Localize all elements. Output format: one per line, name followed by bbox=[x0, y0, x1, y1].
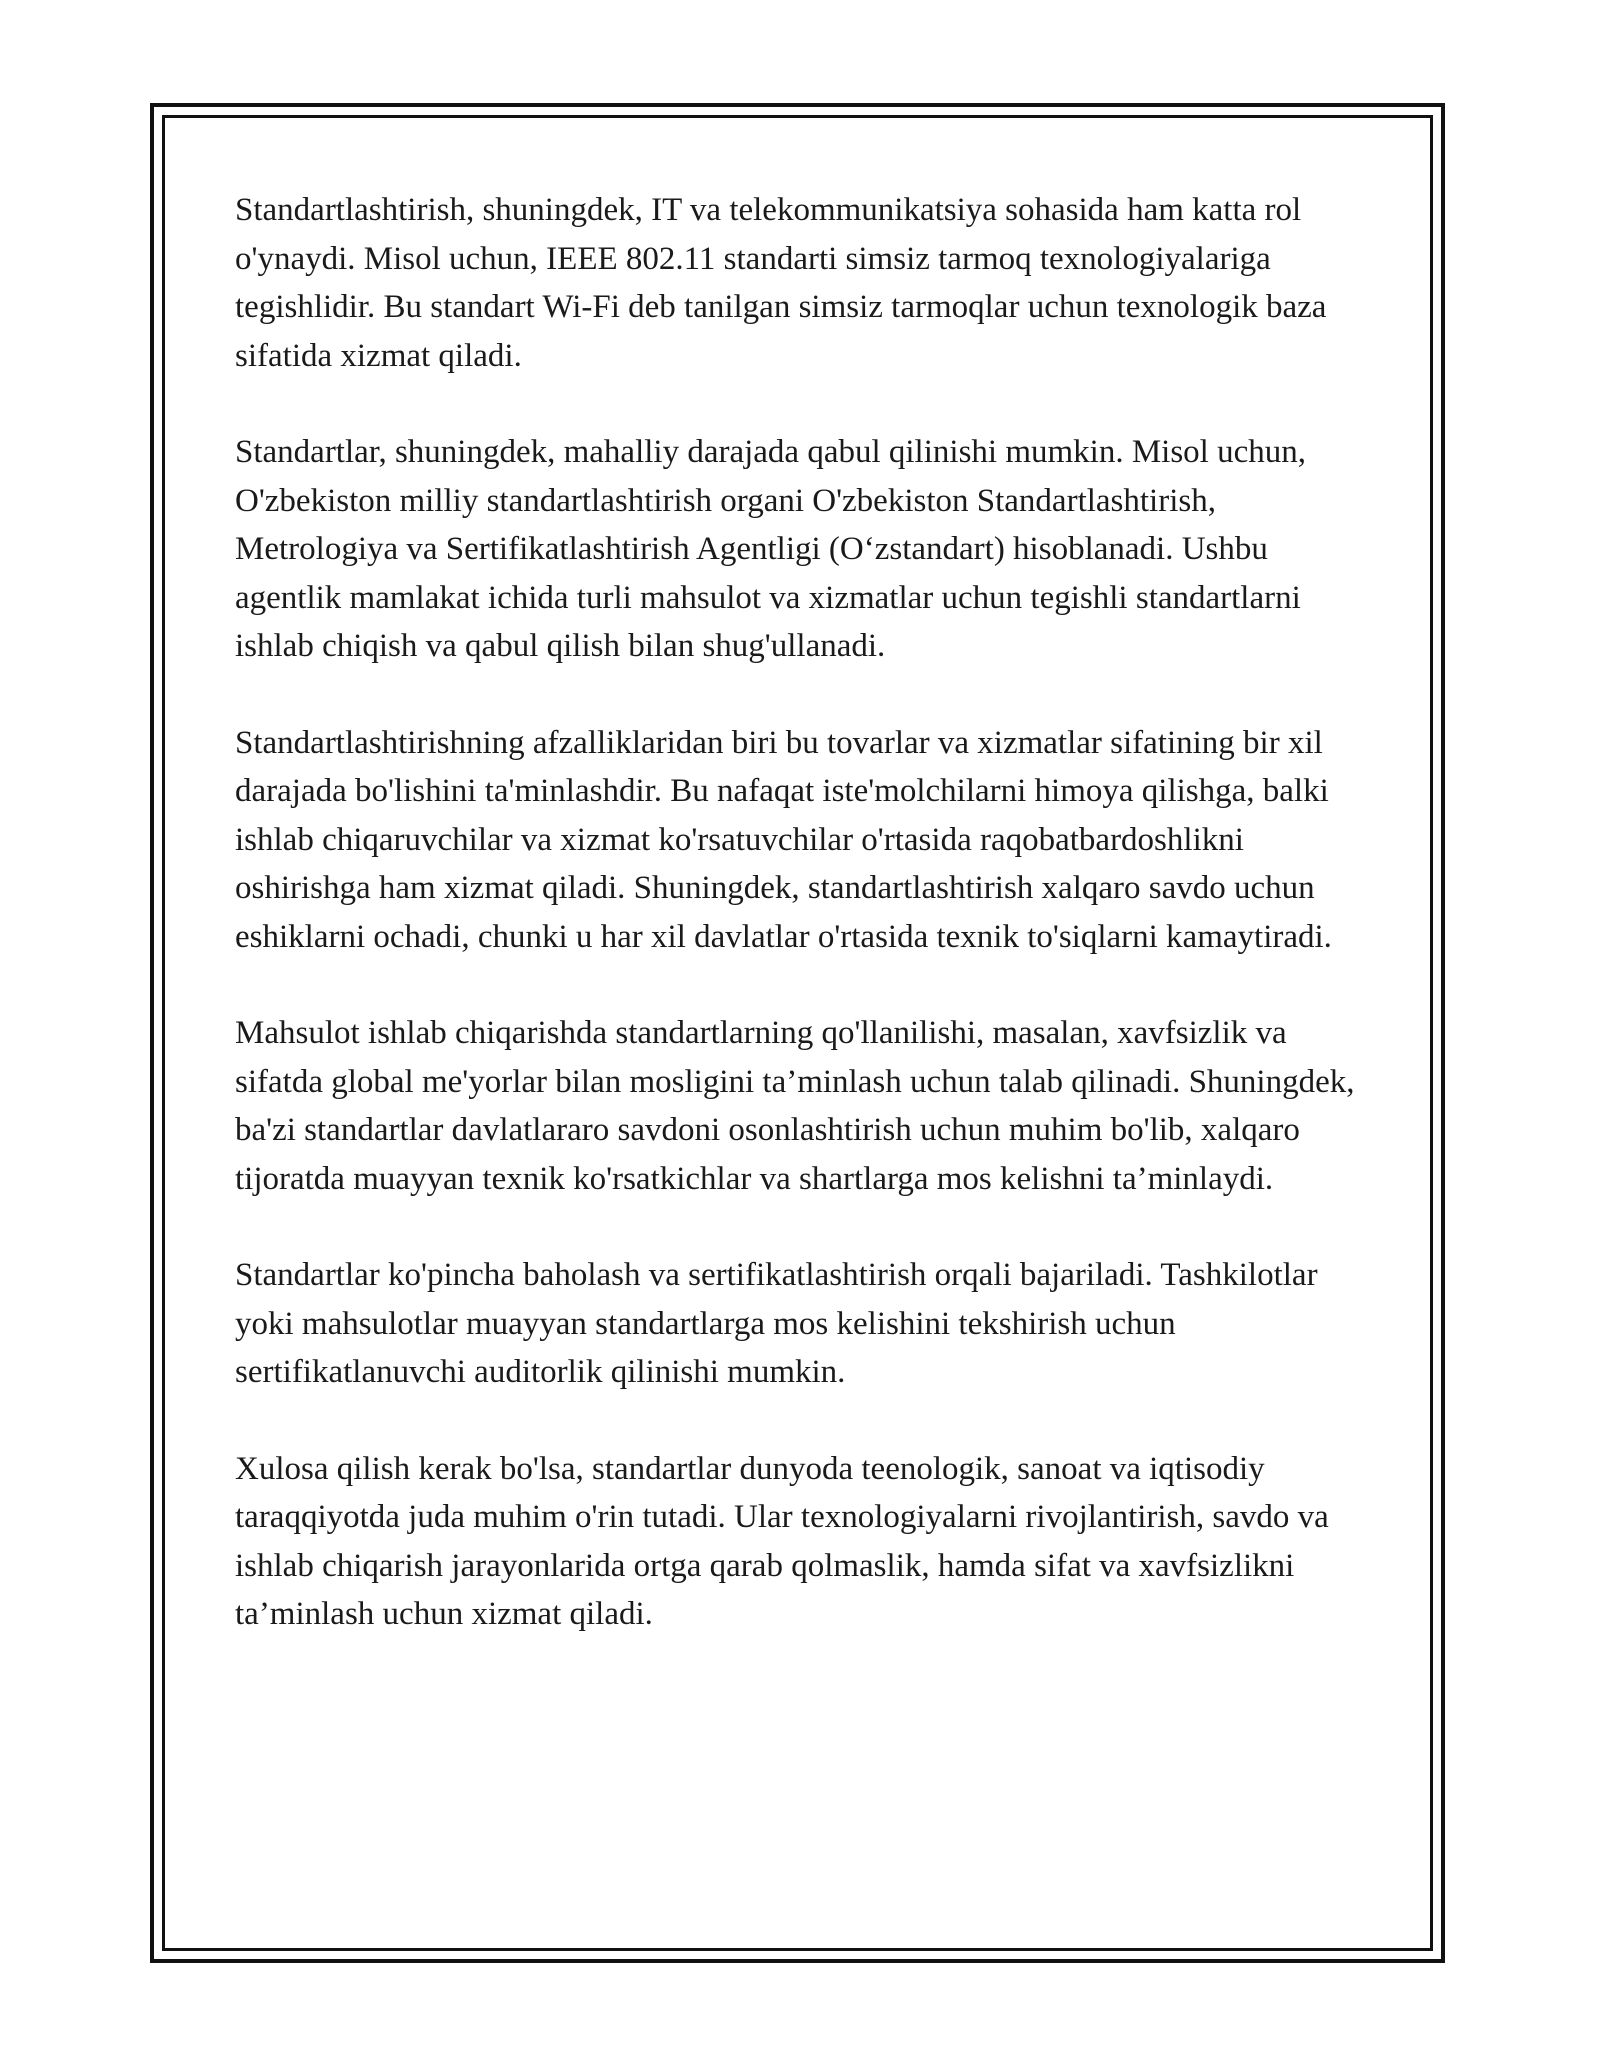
paragraph: Standartlashtirish, shuningdek, IT va telekommunikatsiya sohasida ham katta rol o'ynaydi. Misol uchun, IEEE 802.11 standarti simsiz tarmoq texnologiyalariga tegishlidir. Bu standart Wi-Fi deb tanilgan simsiz tarmoqlar uchun texnologik baza sifatida xizmat qiladi. bbox=[235, 192, 1327, 374]
paragraph: Standartlar, shuningdek, mahalliy darajada qabul qilinishi mumkin. Misol uchun, O'zbekiston milliy standartlashtirish organi O'zbekiston Standartlashtirish, Metrologiya va Sertifikatlashtirish Agentligi (O‘zstandart) hisoblanadi. Ushbu agentlik mamlakat ichida turli mahsulot va xizmatlar uchun tegishli standartlarni ishlab chiqish va qabul qilish bilan shug'ullanadi. bbox=[235, 434, 1307, 664]
document-body bbox=[235, 186, 1365, 1687]
paragraph: Standartlar ko'pincha baholash va sertifikatlashtirish orqali bajariladi. Tashkilotlar yoki mahsulotlar muayyan standartlarga mos kelishini tekshirish uchun sertifikatlanuvchi auditorlik qilinishi mumkin. bbox=[235, 1257, 1318, 1390]
paragraph: Xulosa qilish kerak bo'lsa, standartlar dunyoda teenologik, sanoat va iqtisodiy taraqqiyotda juda muhim o'rin tutadi. Ular texnologiyalarni rivojlantirish, savdo va ishlab chiqarish jarayonlarida ortga qarab qolmaslik, hamda sifat va xavfsizlikni ta’minlash uchun xizmat qiladi. bbox=[235, 1450, 1329, 1632]
paragraph: Standartlashtirishning afzalliklaridan biri bu tovarlar va xizmatlar sifatining bir xil darajada bo'lishini ta'minlashdir. Bu nafaqat iste'molchilarni himoya qilishga, balki ishlab chiqaruvchilar va xizmat ko'rsatuvchilar o'rtasida raqobatbardoshlikni oshirishga ham xizmat qiladi. Shuningdek, standartlashtirish xalqaro savdo uchun eshiklarni ochadi, chunki u har xil davlatlar o'rtasida texnik to'siqlarni kamaytiradi. bbox=[235, 724, 1332, 955]
paragraph: Mahsulot ishlab chiqarishda standartlarning qo'llanilishi, masalan, xavfsizlik va sifatda global me'yorlar bilan mosligini ta’minlash uchun talab qilinadi. Shuningdek, ba'zi standartlar davlatlararo savdoni osonlashtirish uchun muhim bo'lib, xalqaro tijoratda muayyan texnik ko'rsatkichlar va shartlarga mos kelishni ta’minlaydi. bbox=[235, 1015, 1355, 1197]
